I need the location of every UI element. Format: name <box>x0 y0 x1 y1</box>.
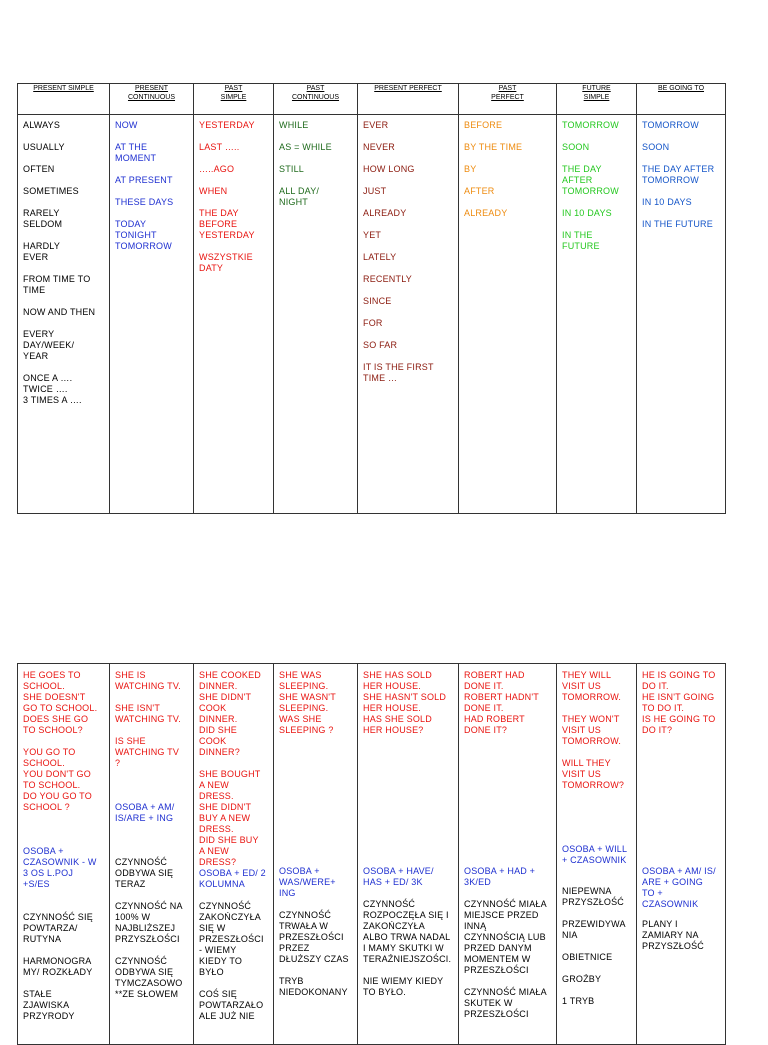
time-marker: BEFORE <box>464 120 503 130</box>
formula: OSOBA + AM/ IS/ARE + ING <box>115 802 175 823</box>
time-marker: EVER <box>363 120 389 130</box>
formula: OSOBA + HAVE/ HAS + ED/ 3K <box>363 866 434 887</box>
present-continuous-markers <box>110 115 194 514</box>
header-be-going-to: BE GOING TO <box>637 84 726 115</box>
time-marker: JUST <box>363 186 387 196</box>
usage-note: CZYNNOŚĆ ZAKOŃCZYŁA SIĘ W PRZESZŁOŚCI - WIEMY KIEDY TO BYŁO <box>199 901 264 977</box>
usage-note: CZYNNOŚĆ TRWAŁA W PRZESZŁOŚCI PRZEZ DŁUŻSZY CZAS <box>279 910 349 964</box>
usage-note: GROŹBY <box>562 974 602 984</box>
future-simple-markers <box>557 115 637 514</box>
time-marker: LATELY <box>363 252 397 262</box>
past-perfect-markers <box>459 115 557 514</box>
time-marker: NEVER <box>363 142 396 152</box>
usage-note: COŚ SIĘ POWTARZAŁO ALE JUŻ NIE <box>199 989 264 1021</box>
example-sentences: SHE COOKED DINNER. SHE DIDN'T COOK DINNER. DID SHE COOK DINNER? <box>199 670 262 757</box>
time-marker: HARDLY EVER <box>23 241 61 262</box>
time-marker: ALREADY <box>363 208 407 218</box>
usage-note: CZYNNOŚĆ NA 100% W NAJBLIŻSZEJ PRZYSZŁOŚCI <box>115 901 183 944</box>
time-marker: ONCE A …. TWICE …. 3 TIMES A …. <box>23 373 82 405</box>
header-past-continuous: PAST CONTINUOUS <box>274 84 358 115</box>
time-marker: …..AGO <box>199 164 235 174</box>
past-simple-markers <box>194 115 274 514</box>
time-marker: ALREADY <box>464 208 508 218</box>
usage-note: TRYB NIEDOKONANY <box>279 976 348 997</box>
time-marker: FROM TIME TO TIME <box>23 274 91 295</box>
time-marker: FOR <box>363 318 383 328</box>
time-marker: IT IS THE FIRST TIME … <box>363 362 434 383</box>
usage-note: CZYNNOŚĆ ODBYWA SIĘ TYMCZASOWO **ZE SŁOWEM <box>115 956 183 999</box>
past-simple-usage <box>194 664 274 1045</box>
be-going-to-markers <box>637 115 726 514</box>
time-marker: WSZYSTKIE DATY <box>199 252 253 273</box>
example-sentences: WILL THEY VISIT US TOMORROW? <box>562 758 625 790</box>
header-present-perfect: PRESENT PERFECT <box>358 84 459 115</box>
usage-note: STAŁE ZJAWISKA PRZYRODY <box>23 989 75 1021</box>
time-marker: AT THE MOMENT <box>115 142 157 163</box>
example-sentences: THEY WON'T VISIT US TOMORROW. <box>562 714 622 746</box>
example-sentences: YOU GO TO SCHOOL. YOU DON'T GO TO SCHOOL. DO YOU GO TO SCHOOL ? <box>23 747 92 812</box>
usage-note: NIEPEWNA PRZYSZŁOŚĆ <box>562 886 625 907</box>
time-marker: HOW LONG <box>363 164 415 174</box>
time-marker: IN THE FUTURE <box>642 219 713 229</box>
time-marker: SOMETIMES <box>23 186 79 196</box>
example-sentences: ROBERT HAD DONE IT. ROBERT HADN'T DONE IT. HAD ROBERT DONE IT? <box>464 670 539 735</box>
usage-note: CZYNNOŚĆ MIAŁA MIEJSCE PRZED INNĄ CZYNNOŚCIĄ LUB PRZED DANYM MOMENTEM W PRZESZŁOŚCI <box>464 899 547 975</box>
time-marker: IN THE FUTURE <box>562 230 600 251</box>
usage-note: CZYNNOŚĆ ROZPOCZĘŁA SIĘ I ZAKOŃCZYŁA ALBO TRWA NADAL I MAMY SKUTKI W TERAŹNIEJSZOŚCI. <box>363 899 452 964</box>
usage-note: PRZEWIDYWA NIA <box>562 919 626 940</box>
time-marker: AS = WHILE <box>279 142 332 152</box>
time-marker: THE DAY AFTER TOMORROW <box>642 164 715 185</box>
time-marker: SOON <box>642 142 670 152</box>
example-sentences: SHE IS WATCHING TV. <box>115 670 181 691</box>
time-marker: TOMORROW <box>562 120 619 130</box>
time-marker: SINCE <box>363 296 392 306</box>
time-marker: BY <box>464 164 477 174</box>
formula: OSOBA + AM/ IS/ ARE + GOING TO + CZASOWNIK <box>642 866 716 909</box>
present-continuous-usage <box>110 664 194 1045</box>
time-marker: THE DAY AFTER TOMORROW <box>562 164 619 196</box>
example-sentences: SHE BOUGHT A NEW DRESS. SHE DIDN'T BUY A NEW DRESS. DID SHE BUY A NEW DRESS? <box>199 769 261 867</box>
usage-note: NIE WIEMY KIEDY TO BYŁO. <box>363 976 444 997</box>
time-marker: SO FAR <box>363 340 398 350</box>
time-expressions-table <box>17 83 726 514</box>
header-present-continuous: PRESENT CONTINUOUS <box>110 84 194 115</box>
usage-note: HARMONOGRA MY/ ROZKŁADY <box>23 956 93 977</box>
formula: OSOBA + HAD + 3K/ED <box>464 866 536 887</box>
usage-note: 1 TRYB <box>562 996 595 1006</box>
formula: OSOBA + ED/ 2 KOLUMNA <box>199 868 266 889</box>
past-continuous-markers <box>274 115 358 514</box>
example-sentences: HE GOES TO SCHOOL. SHE DOESN'T GO TO SCHOOL. DOES SHE GO TO SCHOOL? <box>23 670 98 735</box>
time-marker: NOW AND THEN <box>23 307 96 317</box>
present-perfect-usage <box>358 664 459 1045</box>
usage-note: CZYNNOŚĆ ODBYWA SIĘ TERAZ <box>115 857 174 889</box>
header-future-simple: FUTURE SIMPLE <box>557 84 637 115</box>
time-marker: RARELY SELDOM <box>23 208 63 229</box>
time-marker: IN 10 DAYS <box>562 208 612 218</box>
time-marker: AFTER <box>464 186 495 196</box>
time-marker: THE DAY BEFORE YESTERDAY <box>199 208 255 240</box>
time-marker: RECENTLY <box>363 274 412 284</box>
formula: OSOBA + WAS/WERE+ ING <box>279 866 336 898</box>
example-sentences: HE IS GOING TO DO IT. HE ISN'T GOING TO DO IT. IS HE GOING TO DO IT? <box>642 670 716 735</box>
time-marker: ALWAYS <box>23 120 61 130</box>
formula: OSOBA + CZASOWNIK - W 3 OS L.POJ +S/ES <box>23 846 97 889</box>
header-past-perfect: PAST PERFECT <box>459 84 557 115</box>
example-sentences: SHE ISN'T WATCHING TV. <box>115 703 181 724</box>
present-simple-usage <box>18 664 110 1045</box>
time-marker: OFTEN <box>23 164 55 174</box>
time-marker: YET <box>363 230 382 240</box>
example-sentences: SHE HAS SOLD HER HOUSE. SHE HASN'T SOLD HER HOUSE. HAS SHE SOLD HER HOUSE? <box>363 670 447 735</box>
time-marker: STILL <box>279 164 305 174</box>
time-marker: IN 10 DAYS <box>642 197 692 207</box>
time-marker: NOW <box>115 120 138 130</box>
formula: OSOBA + WILL + CZASOWNIK <box>562 844 628 865</box>
time-marker: THESE DAYS <box>115 197 174 207</box>
future-simple-usage <box>557 664 637 1045</box>
tense-usage-table <box>17 663 726 1045</box>
time-marker: USUALLY <box>23 142 65 152</box>
time-marker: WHILE <box>279 120 309 130</box>
header-past-simple: PAST SIMPLE <box>194 84 274 115</box>
time-marker: TOMORROW <box>642 120 699 130</box>
time-marker: BY THE TIME <box>464 142 523 152</box>
past-perfect-usage <box>459 664 557 1045</box>
present-perfect-markers <box>358 115 459 514</box>
example-sentences: IS SHE WATCHING TV ? <box>115 736 180 768</box>
example-sentences: THEY WILL VISIT US TOMORROW. <box>562 670 622 702</box>
usage-note: OBIETNICE <box>562 952 613 962</box>
usage-note: CZYNNOŚĆ SIĘ POWTARZA/ RUTYNA <box>23 912 93 944</box>
past-continuous-usage <box>274 664 358 1045</box>
time-marker: SOON <box>562 142 590 152</box>
time-marker: YESTERDAY <box>199 120 255 130</box>
header-present-simple: PRESENT SIMPLE <box>18 84 110 115</box>
usage-note: PLANY I ZAMIARY NA PRZYSZŁOŚĆ <box>642 919 705 951</box>
example-sentences: SHE WAS SLEEPING. SHE WASN'T SLEEPING. WAS SHE SLEEPING ? <box>279 670 336 735</box>
time-marker: LAST ….. <box>199 142 240 152</box>
time-marker: EVERY DAY/WEEK/ YEAR <box>23 329 75 361</box>
time-marker: AT PRESENT <box>115 175 173 185</box>
time-marker: ALL DAY/ NIGHT <box>279 186 320 207</box>
time-marker: WHEN <box>199 186 228 196</box>
usage-note: CZYNNOŚĆ MIAŁA SKUTEK W PRZESZŁOŚCI <box>464 987 547 1019</box>
present-simple-markers <box>18 115 110 514</box>
be-going-to-usage <box>637 664 726 1045</box>
time-marker: TODAY TONIGHT TOMORROW <box>115 219 172 251</box>
